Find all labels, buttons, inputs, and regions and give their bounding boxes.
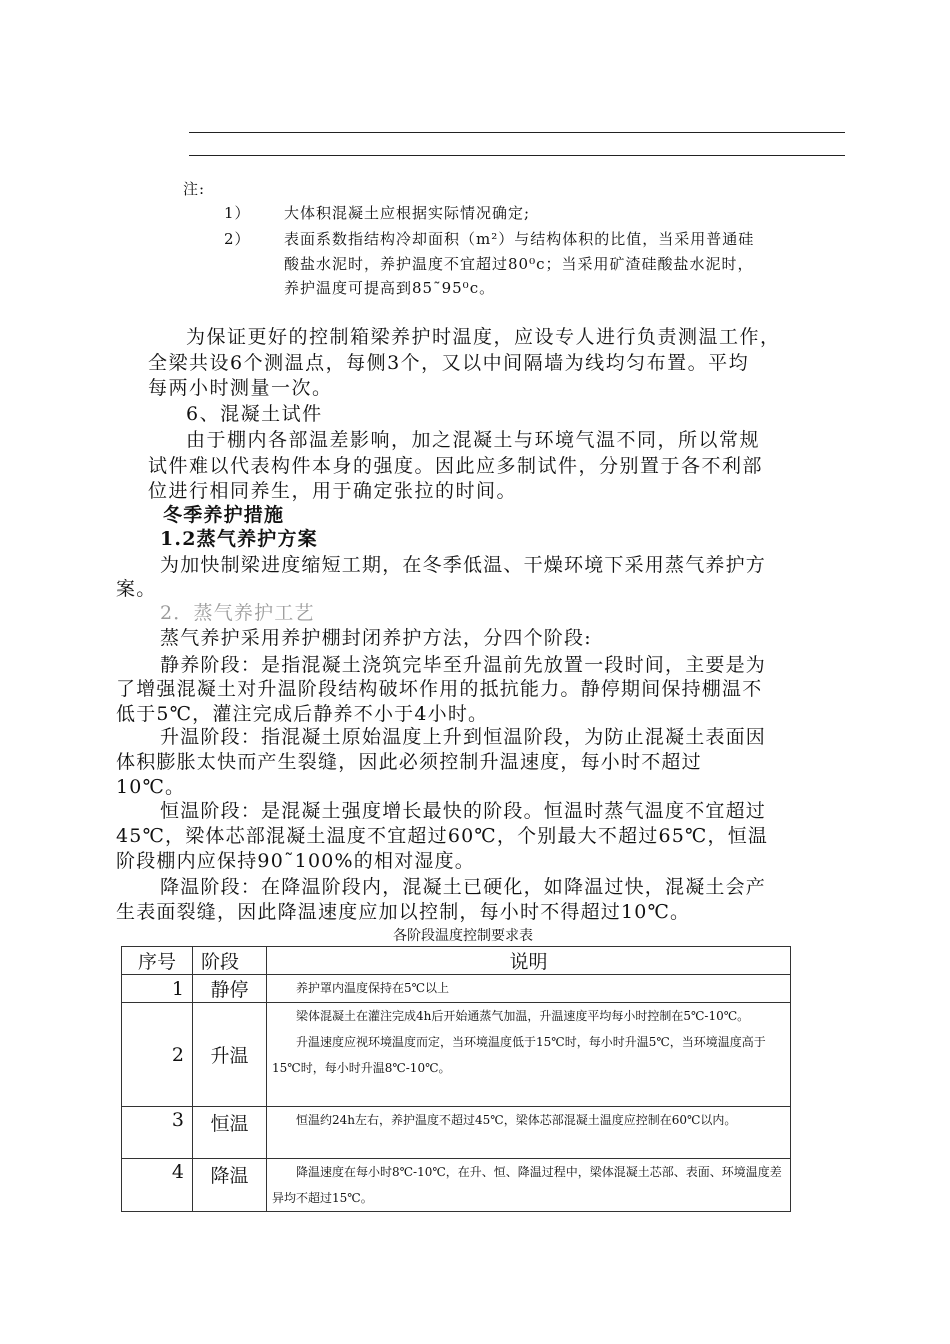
row-description	[267, 1003, 791, 1107]
temperature-control-table	[121, 946, 791, 1212]
row-stage: 恒温	[193, 1107, 267, 1159]
header-rule-top	[189, 132, 845, 133]
specimen-line-2: 试件难以代表构件本身的强度。因此应多制试件，分别置于各不利部	[148, 455, 764, 477]
static-line-2: 了增强混凝土对升温阶段结构破坏作用的抵抗能力。静停期间保持棚温不	[116, 678, 763, 700]
header-rule-bottom	[189, 155, 845, 156]
static-line-1: 静养阶段：是指混凝土浇筑完毕至升温前先放置一段时间，主要是为	[160, 654, 767, 676]
constant-line-3: 阶段棚内应保持90˜100%的相对湿度。	[116, 850, 475, 872]
table-header-row	[122, 947, 791, 975]
measure-line-2: 全梁共设6个测温点，每侧3个，又以中间隔墙为线均匀布置。平均	[148, 352, 750, 374]
row-stage: 静停	[193, 975, 267, 1003]
winter-heading: 冬季养护措施	[163, 504, 285, 526]
static-line-3: 低于5℃，灌注完成后静养不小于4小时。	[116, 703, 489, 725]
note-2-line-1: 表面系数指结构冷却面积（m²）与结构体积的比值，当采用普通硅	[284, 230, 755, 248]
row-description-line: 升温速度应视环境温度而定，当环境温度低于15℃时，每小时升温5℃，当环境温度高于15℃时，每小时升温8℃-10℃。	[272, 1035, 766, 1075]
row-stage: 升温	[193, 1003, 267, 1107]
process-heading: 2．蒸气养护工艺	[160, 602, 315, 624]
notes-label: 注:	[183, 180, 206, 198]
heating-line-2: 体积膨胀太快而产生裂缝，因此必须控制升温速度，每小时不超过	[116, 751, 702, 773]
note-1-number: 1）	[224, 204, 251, 222]
heating-line-3: 10℃。	[116, 776, 186, 798]
row-description	[267, 975, 791, 1003]
measure-line-1: 为保证更好的控制箱梁养护时温度，应设专人进行负责测温工作，	[186, 326, 781, 348]
method-line: 蒸气养护采用养护棚封闭养护方法，分四个阶段:	[160, 627, 592, 649]
table-row	[122, 1003, 791, 1107]
cooling-line-1: 降温阶段：在降温阶段内，混凝土已硬化，如降温过快，混凝土会产	[160, 876, 767, 898]
row-stage: 降温	[193, 1159, 267, 1212]
note-2-line-3: 养护温度可提高到85˜95⁰c。	[284, 279, 496, 297]
steam-plan-heading: 1.2蒸气养护方案	[160, 528, 318, 550]
specimen-line-1: 由于棚内各部温差影响，加之混凝土与环境气温不同，所以常规	[186, 429, 761, 451]
note-2-line-2: 酸盐水泥时，养护温度不宜超过80⁰c；当采用矿渣硅酸盐水泥时，	[284, 255, 754, 273]
heating-line-1: 升温阶段：指混凝土原始温度上升到恒温阶段，为防止混凝土表面因	[160, 726, 767, 748]
row-description-line: 降温速度在每小时8℃-10℃，在升、恒、降温过程中，梁体混凝土芯部、表面、环境温度差异均不超过15℃。	[272, 1165, 782, 1205]
header-stage: 阶段	[193, 947, 267, 975]
row-description	[267, 1159, 791, 1212]
row-description-line: 养护罩内温度保持在5℃以上	[296, 981, 450, 995]
table-caption: 各阶段温度控制要求表	[393, 928, 533, 944]
table-row	[122, 1107, 791, 1159]
specimen-line-3: 位进行相同养生，用于确定张拉的时间。	[148, 480, 518, 502]
table-row	[122, 1159, 791, 1212]
constant-line-1: 恒温阶段：是混凝土强度增长最快的阶段。恒温时蒸气温度不宜超过	[160, 800, 767, 822]
row-number: 1	[122, 975, 193, 1003]
row-description-line: 恒温约24h左右，养护温度不超过45℃，梁体芯部混凝土温度应控制在60℃以内。	[296, 1113, 737, 1127]
table-row	[122, 975, 791, 1003]
intro-line-2: 案。	[116, 578, 157, 600]
row-number: 2	[122, 1003, 193, 1107]
cooling-line-2: 生表面裂缝，因此降温速度应加以控制，每小时不得超过10℃。	[116, 901, 691, 923]
row-description-line: 梁体混凝土在灌注完成4h后开始通蒸气加温，升温速度平均每小时控制在5℃-10℃。	[296, 1009, 750, 1023]
note-1-text: 大体积混凝土应根据实际情况确定;	[284, 204, 531, 222]
header-number: 序号	[122, 947, 193, 975]
specimen-heading: 6、混凝土试件	[186, 403, 323, 425]
row-description	[267, 1107, 791, 1159]
header-description: 说明	[267, 947, 791, 975]
row-number: 4	[122, 1159, 193, 1212]
note-2-number: 2）	[224, 230, 251, 248]
intro-line-1: 为加快制梁进度缩短工期，在冬季低温、干燥环境下采用蒸气养护方	[160, 554, 767, 576]
constant-line-2: 45℃，梁体芯部混凝土温度不宜超过60℃，个别最大不超过65℃，恒温	[116, 825, 769, 847]
row-number: 3	[122, 1107, 193, 1159]
measure-line-3: 每两小时测量一次。	[148, 377, 333, 399]
